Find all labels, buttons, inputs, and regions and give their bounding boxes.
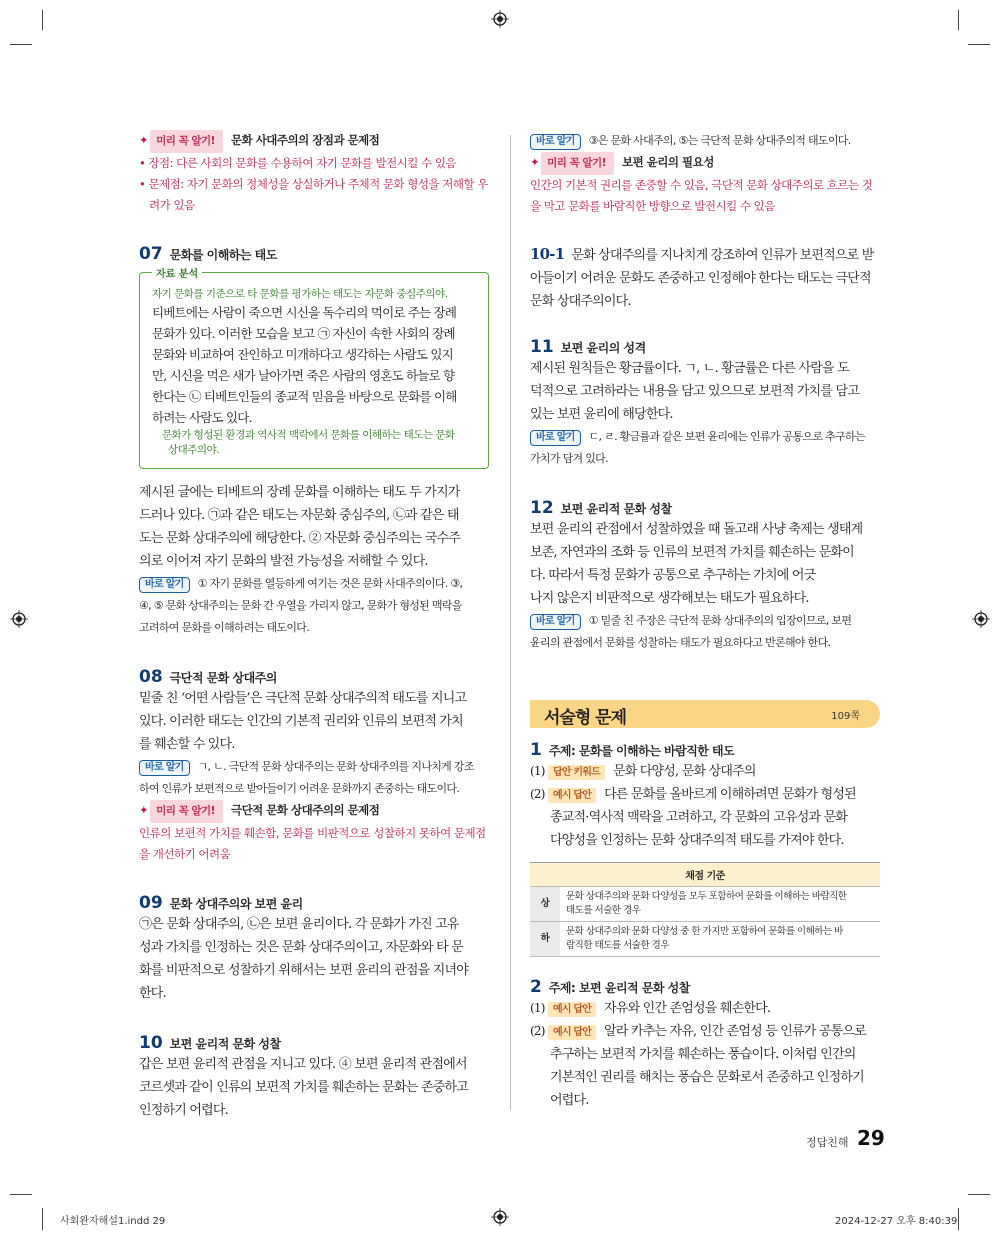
answer-badge: 예시 답안 [548, 1002, 596, 1017]
explanation-line: 한다. [139, 986, 166, 1001]
crop-mark [968, 1194, 990, 1195]
fix-line: ① 자기 문화를 열등하게 여기는 것은 문화 사대주의이다. ③, [197, 577, 463, 590]
answer-text: 종교적·역사적 맥락을 고려하고, 각 문화의 고유성과 문화 [550, 810, 848, 825]
crop-mark [10, 44, 32, 45]
footer-label: 정답친해 [806, 1136, 849, 1149]
crop-mark [958, 1208, 959, 1230]
tip-line: 려가 있음 [149, 198, 195, 212]
registration-mark-icon [10, 610, 28, 628]
fix-line: ④, ⑤ 문화 상대주의는 문화 간 우열을 가리지 않고, 문화가 형성된 맥락을 [139, 599, 462, 612]
question-12 [530, 498, 880, 654]
fix-badge: 바로 알기 [139, 577, 190, 593]
top-continuation [530, 130, 880, 217]
file-name: 사회완자해설1.indd 29 [60, 1216, 166, 1227]
answer-text: 다른 문화를 올바르게 이해하려면 문화가 형성된 [604, 787, 856, 802]
explanation-line: 도는 문화 상대주의에 해당한다. ② 자문화 중심주의는 국수주 [139, 531, 461, 546]
fix-badge: 바로 알기 [530, 614, 581, 630]
answer-text: 자유와 인간 존엄성을 훼손한다. [604, 1001, 771, 1016]
tip-line: • 문제점: 자기 문화의 정체성을 상실하거나 주체적 문화 형성을 저해할 우 [139, 177, 488, 191]
crop-mark [958, 10, 959, 30]
explanation-line: 제시된 글에는 티베트의 장례 문화를 이해하는 태도 두 가지가 [139, 485, 460, 500]
answer-badge: 예시 답안 [548, 1025, 596, 1040]
essay-title: 서술형 문제 [544, 708, 627, 728]
answer-text: 다양성을 인정하는 문화 상대주의적 태도를 가져야 한다. [550, 833, 844, 848]
passage-line: 문화와 비교하여 잔인하고 미개하다고 생각하는 사람도 있지 [152, 347, 453, 362]
question-number: 11 [530, 337, 554, 357]
question-08 [139, 667, 489, 865]
criteria-text: 문화 상대주의와 문화 다양성 중 한 가지만 포함하여 문화를 이해하는 바 [566, 926, 843, 937]
grading-criteria-table [530, 862, 880, 957]
fix-line: 고려하여 문화를 이해하려는 태도이다. [139, 621, 310, 634]
explanation-line: 인정하기 어렵다. [139, 1103, 228, 1118]
essay-subject: 주제: 문화를 이해하는 바람직한 태도 [548, 744, 735, 758]
question-number: 09 [139, 893, 163, 913]
part-label: (2) [530, 787, 545, 801]
table-row [530, 922, 880, 957]
answer-text: 문화 다양성, 문화 상대주의 [612, 764, 756, 779]
explanation-line: 의로 이어져 자기 문화의 발전 가능성을 저해할 수 있다. [139, 554, 428, 569]
essay-item-2 [530, 977, 880, 1112]
question-10 [139, 1033, 489, 1122]
passage-line: 문화가 있다. 이러한 모습을 보고 ㉠ 자신이 속한 사회의 장례 [152, 326, 455, 341]
explanation-line: 성과 가치를 인정하는 것은 문화 상대주의이고, 자문화와 타 문 [139, 940, 463, 955]
tip-title: 극단적 문화 상대주의의 문제점 [230, 803, 380, 817]
sparkle-icon: ✦ [530, 155, 540, 169]
crop-mark [10, 1194, 32, 1195]
tip-line: 을 개선하기 어려움 [139, 847, 231, 861]
data-label: 자료 분석 [152, 265, 202, 280]
essay-section [530, 700, 880, 1112]
registration-mark-icon [491, 10, 509, 28]
explanation-line: 문화 상대주의이다. [530, 294, 631, 309]
question-number: 07 [139, 244, 163, 264]
explanation-line: 보존, 자연과의 조화 등 인류의 보편적 가치를 훼손하는 문화이 [530, 545, 854, 560]
explanation-line: 코르셋과 같이 인류의 보편적 가치를 훼손하는 문화는 존중하고 [139, 1080, 469, 1095]
fix-line: ③은 문화 사대주의, ⑤는 극단적 문화 상대주의적 태도이다. [588, 134, 851, 147]
criteria-text: 태도를 서술한 경우 [566, 905, 641, 916]
question-number: 08 [139, 667, 163, 687]
answer-text: 추구하는 보편적 가치를 훼손하는 풍습이다. 이처럼 인간의 [550, 1047, 856, 1062]
criteria-text: 람직한 태도를 서술한 경우 [566, 940, 670, 951]
criteria-title: 채점 기준 [530, 863, 880, 887]
passage-line: 만, 시신을 먹은 새가 날아가면 죽은 사람의 영혼도 하늘로 향 [152, 368, 455, 383]
question-title: 문화를 이해하는 태도 [169, 248, 277, 262]
explanation-line: 드러나 있다. ㉠과 같은 태도는 자문화 중심주의, ㉡과 같은 태 [139, 508, 459, 523]
tip-badge: 미리 꼭 알기! [541, 152, 614, 175]
fix-line: ① 밑줄 친 주장은 극단적 문화 상대주의의 입장이므로, 보편 [588, 614, 852, 627]
explanation-line: 나지 않은지 비판적으로 생각해보는 태도가 필요하다. [530, 591, 809, 606]
annotation-top: 자기 문화를 기준으로 타 문화를 평가하는 태도는 자문화 중심주의야. [152, 288, 448, 300]
essay-subject: 주제: 보편 윤리적 문화 성찰 [548, 981, 690, 995]
question-title: 보편 윤리적 문화 성찰 [560, 502, 672, 516]
registration-mark-icon [491, 1208, 509, 1226]
tip-line: 인간의 기본적 권리를 존중할 수 있음, 극단적 문화 상대주의로 흐르는 것 [530, 178, 873, 192]
explanation-line: 보편 윤리의 관점에서 성찰하였을 때 돌고래 사냥 축제는 생태계 [530, 522, 863, 537]
fix-line: 가치가 담겨 있다. [530, 452, 608, 465]
answer-text: 어렵다. [550, 1093, 589, 1108]
question-number: 2 [530, 977, 542, 997]
left-column [139, 130, 489, 1122]
tip-box [139, 130, 489, 216]
column-divider [510, 135, 511, 1110]
question-title: 극단적 문화 상대주의 [169, 671, 277, 685]
part-label: (1) [530, 764, 545, 778]
annotation-bottom: 문화가 형성된 환경과 역사적 맥락에서 문화를 이해하는 태도는 문화 [162, 429, 455, 441]
table-row [530, 887, 880, 922]
fix-badge: 바로 알기 [530, 430, 581, 446]
explanation-line: 화를 비판적으로 성찰하기 위해서는 보편 윤리의 관점을 지녀야 [139, 963, 469, 978]
question-07 [139, 244, 489, 639]
answer-badge: 답안 키워드 [548, 765, 605, 780]
data-analysis-box [139, 269, 489, 469]
grade-cell: 상 [530, 887, 560, 922]
annotation-bottom: 상대주의야. [168, 444, 220, 456]
explanation-line: 있다. 이러한 태도는 인간의 기본적 권리와 인류의 보편적 가치 [139, 714, 463, 729]
part-label: (2) [530, 1024, 545, 1038]
passage-line: 한다는 ㉡ 티베트인들의 종교적 믿음을 바탕으로 문화를 이해 [152, 389, 457, 404]
explanation-line: 갑은 보편 윤리적 관점을 지니고 있다. ④ 보편 윤리적 관점에서 [139, 1057, 467, 1072]
crop-mark [42, 1208, 43, 1230]
crop-mark [968, 44, 990, 45]
answer-text: 기본적인 권리를 해치는 풍습은 문화로서 존중하고 인정하기 [550, 1070, 864, 1085]
grade-cell: 하 [530, 922, 560, 957]
registration-mark-icon [972, 610, 990, 628]
print-timestamp: 2024-12-27 오후 8:40:39 [835, 1216, 958, 1227]
fix-line: 하여 인류가 보편적으로 받아들이기 어려운 문화까지 존중하는 태도이다. [139, 782, 460, 795]
tip-title: 보편 윤리의 필요성 [621, 155, 714, 169]
tip-line: 을 막고 문화를 바람직한 방향으로 발전시킬 수 있음 [530, 199, 775, 213]
fix-line: 윤리의 관점에서 문화를 성찰하는 태도가 필요하다고 반론해야 한다. [530, 636, 831, 649]
tip-line: 인류의 보편적 가치를 훼손함, 문화를 비판적으로 성찰하지 못하여 문제점 [139, 826, 486, 840]
question-title: 보편 윤리의 성격 [560, 341, 646, 355]
question-title: 문화 상대주의와 보편 윤리 [169, 897, 303, 911]
explanation-line: 제시된 원칙들은 황금률이다. ㄱ, ㄴ. 황금률은 다른 사람을 도 [530, 361, 849, 376]
explanation-line: 다. 따라서 특정 문화가 공통으로 추구하는 가치에 어긋 [530, 568, 816, 583]
tip-badge: 미리 꼭 알기! [150, 800, 223, 823]
question-10-1 [530, 243, 880, 313]
question-number: 1 [530, 740, 542, 760]
tip-line: • 장점: 다른 사회의 문화를 수용하여 자기 문화를 발전시킬 수 있음 [139, 156, 457, 170]
question-09 [139, 893, 489, 1005]
fix-line: ㄷ, ㄹ. 황금률과 같은 보편 윤리에는 인류가 공통으로 추구하는 [588, 430, 865, 443]
passage-line: 하려는 사람도 있다. [152, 410, 252, 425]
question-title: 보편 윤리적 문화 성찰 [169, 1037, 281, 1051]
tip-badge: 미리 꼭 알기! [150, 130, 223, 153]
explanation-line: 밑줄 친 ‘어떤 사람들’은 극단적 문화 상대주의적 태도를 지니고 [139, 691, 467, 706]
question-number: 10 [139, 1033, 163, 1053]
question-number: 12 [530, 498, 554, 518]
tip-title: 문화 사대주의의 장점과 문제점 [230, 133, 380, 147]
essay-item-1 [530, 740, 880, 957]
fix-badge: 바로 알기 [530, 134, 581, 150]
crop-mark [42, 10, 43, 30]
explanation-line: 를 훼손할 수 있다. [139, 737, 235, 752]
sparkle-icon: ✦ [139, 133, 149, 147]
explanation-line: 아들이기 어려운 문화도 존중하고 인정해야 한다는 태도는 극단적 [530, 271, 871, 286]
sparkle-icon: ✦ [139, 803, 149, 817]
fix-line: ㄱ, ㄴ. 극단적 문화 상대주의는 문화 상대주의를 지나치게 강조 [197, 760, 474, 773]
explanation-line: ㉠은 문화 상대주의, ㉡은 보편 윤리이다. 각 문화가 가진 고유 [139, 917, 459, 932]
page-number: 29 [857, 1126, 885, 1150]
fix-badge: 바로 알기 [139, 760, 190, 776]
criteria-text: 문화 상대주의와 문화 다양성을 모두 포함하여 문화를 이해하는 바람직한 [566, 891, 847, 902]
explanation-line: 문화 상대주의를 지나치게 강조하여 인류가 보편적으로 받 [571, 248, 874, 263]
answer-text: 알라 카추는 자유, 인간 존엄성 등 인류가 공통으로 [604, 1024, 866, 1039]
question-11 [530, 337, 880, 470]
question-number: 10-1 [530, 245, 565, 263]
explanation-line: 덕적으로 고려하라는 내용을 담고 있으므로 보편적 가치를 담고 [530, 384, 860, 399]
essay-header [530, 700, 880, 728]
right-column [530, 130, 880, 1112]
part-label: (1) [530, 1001, 545, 1015]
passage-line: 티베트에는 사람이 죽으면 시신을 독수리의 먹이로 주는 장례 [152, 305, 457, 320]
answer-badge: 예시 답안 [548, 788, 596, 803]
essay-page-ref: 109쪽 [831, 711, 860, 722]
explanation-line: 있는 보편 윤리에 해당한다. [530, 407, 673, 422]
